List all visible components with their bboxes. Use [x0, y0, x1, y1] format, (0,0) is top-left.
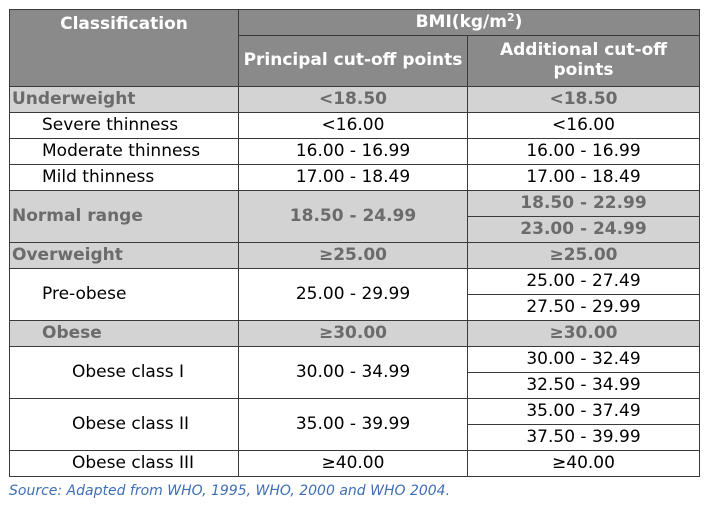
additional-obese-class-2-1: 35.00 - 37.49 — [468, 399, 700, 425]
additional-obese-class-1-2: 32.50 - 34.99 — [468, 373, 700, 399]
principal-obese-class-1: 30.00 - 34.99 — [239, 347, 468, 399]
row-obese — [10, 321, 700, 347]
row-overweight — [10, 243, 700, 269]
bmi-header-text: BMI(kg/m — [415, 12, 507, 32]
category-underweight: Underweight — [10, 87, 239, 113]
bmi-header — [239, 10, 700, 36]
row-mild-thinness — [10, 165, 700, 191]
additional-mild-thinness: 17.00 - 18.49 — [468, 165, 700, 191]
principal-pre-obese: 25.00 - 29.99 — [239, 269, 468, 321]
row-underweight — [10, 87, 700, 113]
principal-moderate-thinness: 16.00 - 16.99 — [239, 139, 468, 165]
category-normal-range: Normal range — [10, 191, 239, 243]
additional-obese-class-2-2: 37.50 - 39.99 — [468, 425, 700, 451]
header-row-1 — [10, 10, 700, 36]
row-severe-thinness — [10, 113, 700, 139]
row-obese-class-2-a — [10, 399, 700, 425]
principal-obese: ≥30.00 — [239, 321, 468, 347]
row-normal-range-a — [10, 191, 700, 217]
bmi-header-superscript: 2 — [506, 11, 515, 24]
label-obese-class-1: Obese class I — [10, 347, 239, 399]
bmi-classification-table — [9, 9, 700, 477]
additional-moderate-thinness: 16.00 - 16.99 — [468, 139, 700, 165]
source-note: Source: Adapted from WHO, 1995, WHO, 2000 and WHO 2004. — [9, 483, 451, 499]
principal-overweight: ≥25.00 — [239, 243, 468, 269]
principal-cutoff-header: Principal cut-off points — [239, 36, 468, 87]
additional-overweight: ≥25.00 — [468, 243, 700, 269]
row-pre-obese-a — [10, 269, 700, 295]
label-moderate-thinness: Moderate thinness — [10, 139, 239, 165]
additional-normal-range-2: 23.00 - 24.99 — [468, 217, 700, 243]
additional-underweight: <18.50 — [468, 87, 700, 113]
additional-obese-class-3: ≥40.00 — [468, 451, 700, 477]
label-severe-thinness: Severe thinness — [10, 113, 239, 139]
principal-severe-thinness: <16.00 — [239, 113, 468, 139]
principal-normal-range: 18.50 - 24.99 — [239, 191, 468, 243]
row-moderate-thinness — [10, 139, 700, 165]
classification-header: Classification — [10, 10, 239, 87]
additional-obese: ≥30.00 — [468, 321, 700, 347]
bmi-header-close: ) — [514, 12, 523, 32]
label-pre-obese: Pre-obese — [10, 269, 239, 321]
principal-obese-class-3: ≥40.00 — [239, 451, 468, 477]
row-obese-class-1-a — [10, 347, 700, 373]
additional-severe-thinness: <16.00 — [468, 113, 700, 139]
row-obese-class-3 — [10, 451, 700, 477]
category-overweight: Overweight — [10, 243, 239, 269]
principal-obese-class-2: 35.00 - 39.99 — [239, 399, 468, 451]
additional-obese-class-1-1: 30.00 - 32.49 — [468, 347, 700, 373]
label-mild-thinness: Mild thinness — [10, 165, 239, 191]
label-obese-class-2: Obese class II — [10, 399, 239, 451]
additional-pre-obese-2: 27.50 - 29.99 — [468, 295, 700, 321]
additional-normal-range-1: 18.50 - 22.99 — [468, 191, 700, 217]
principal-underweight: <18.50 — [239, 87, 468, 113]
additional-cutoff-header: Additional cut-off points — [468, 36, 700, 87]
additional-pre-obese-1: 25.00 - 27.49 — [468, 269, 700, 295]
principal-mild-thinness: 17.00 - 18.49 — [239, 165, 468, 191]
category-obese: Obese — [10, 321, 239, 347]
label-obese-class-3: Obese class III — [10, 451, 239, 477]
